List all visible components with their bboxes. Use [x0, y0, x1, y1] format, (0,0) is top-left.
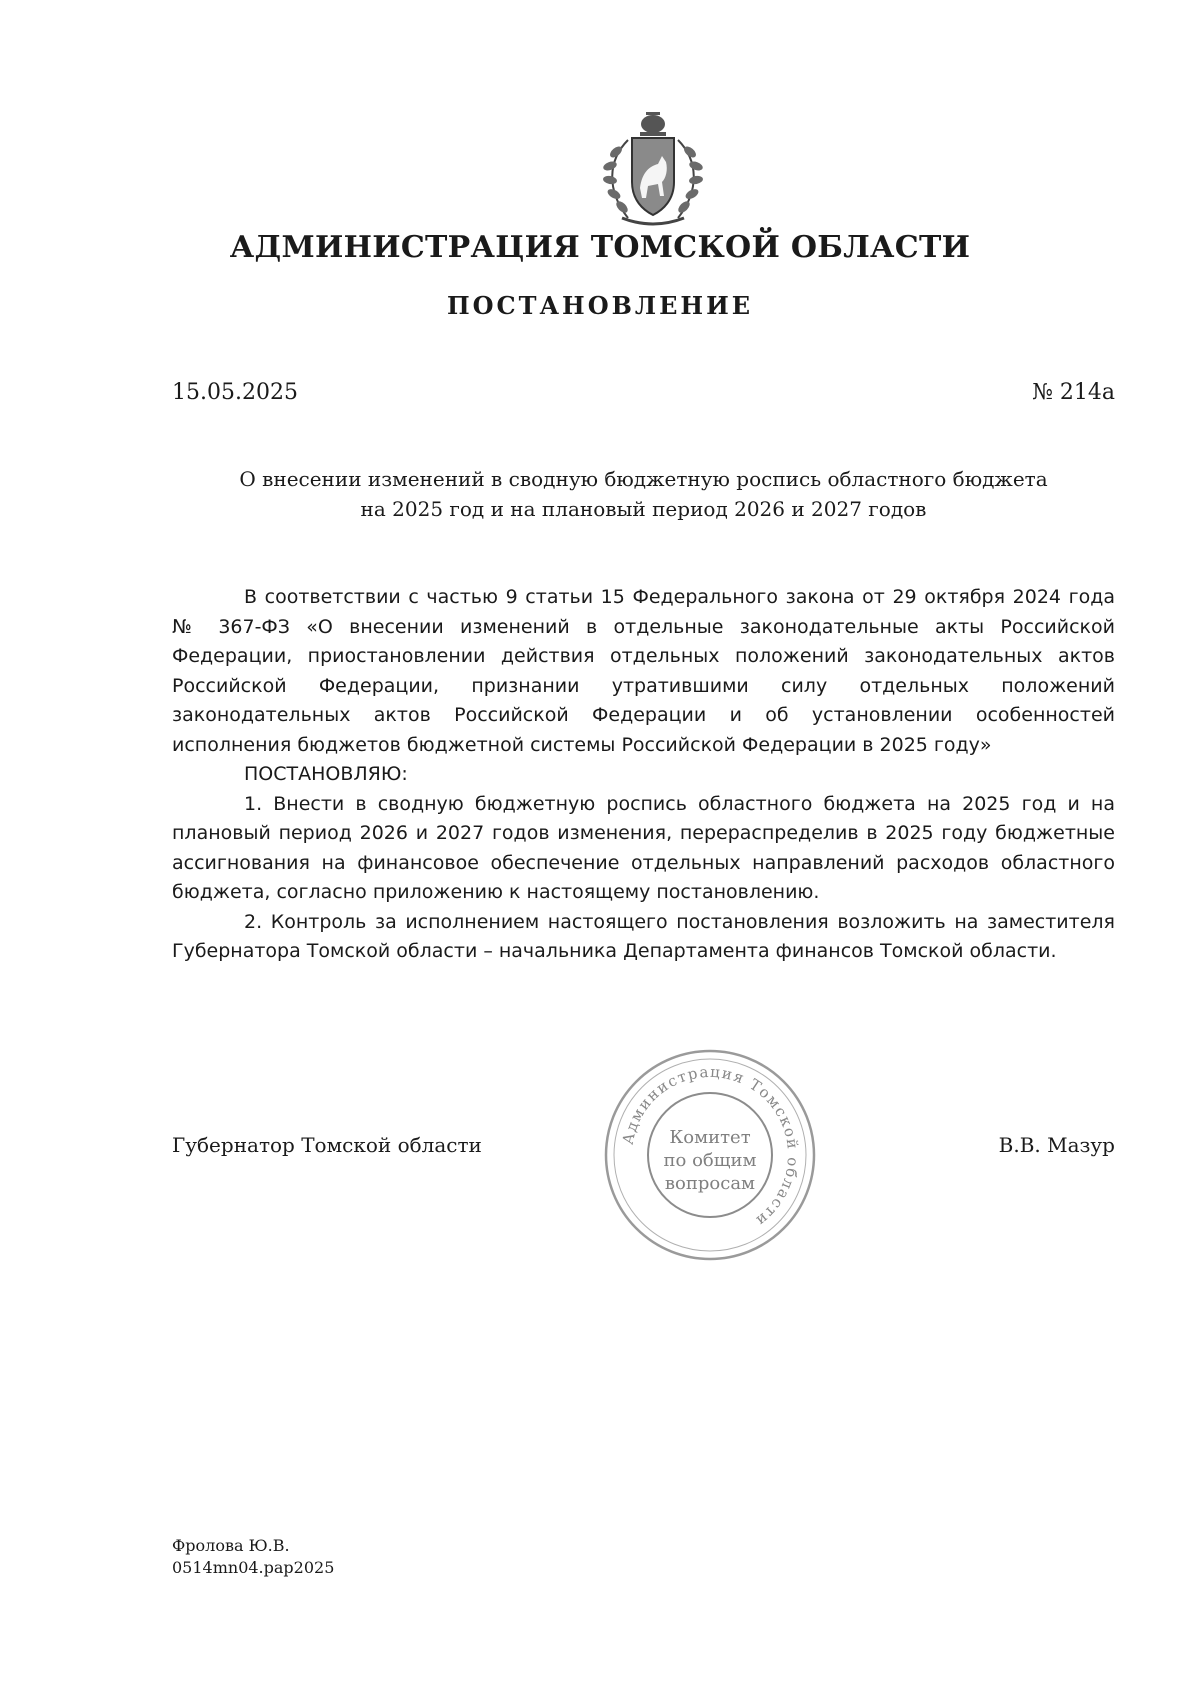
seal-center-line-2: по общим	[663, 1150, 757, 1171]
seal-center-line-3: вопросам	[664, 1173, 756, 1194]
document-date: 15.05.2025	[172, 380, 298, 405]
organization-title: АДМИНИСТРАЦИЯ ТОМСКОЙ ОБЛАСТИ	[229, 230, 971, 265]
subject-line-2: на 2025 год и на плановый период 2026 и 2027 годов	[360, 497, 927, 521]
body-item-2: 2. Контроль за исполнением настоящего постановления возложить на заместителя Губернатора Томской области – начальника Департамента финансов Томской области.	[172, 910, 1115, 962]
preamble-paragraph: В соответствии с частью 9 статьи 15 Федерального закона от 29 октября 2024 года № 367-ФЗ «О внесении изменений в отдельные законодательные акты Российской Федерации, приостановлении действия отдельных положений законодательных актов Российской Федерации, признании утратившими силу отдельных положений законодательных актов Российской Федерации и об установлении особенностей исполнения бюджетов бюджетной системы Российской Федерации в 2025 году»	[172, 586, 1115, 756]
coat-of-arms-icon	[588, 110, 718, 230]
executor-name: Фролова Ю.В.	[172, 1536, 290, 1555]
document-body	[172, 583, 1115, 967]
seal-center-line-1: Комитет	[669, 1127, 751, 1148]
document-subject	[172, 464, 1115, 524]
document-number: № 214а	[1032, 380, 1115, 405]
decree-word: ПОСТАНОВЛЯЮ:	[244, 763, 408, 785]
official-seal-icon	[600, 1045, 820, 1265]
subject-line-1: О внесении изменений в сводную бюджетную роспись областного бюджета	[239, 467, 1048, 491]
document-kind: ПОСТАНОВЛЕНИЕ	[446, 291, 754, 320]
executor-file-ref: 0514mn04.pap2025	[172, 1558, 335, 1577]
signature-post: Губернатор Томской области	[172, 1133, 482, 1157]
signature-name: В.В. Мазур	[998, 1133, 1115, 1157]
body-item-1: 1. Внести в сводную бюджетную роспись областного бюджета на 2025 год и на плановый период 2026 и 2027 годов изменения, перераспределив в 2025 году бюджетные ассигнования на финансовое обеспечение отдельных направлений расходов областного бюджета, согласно приложению к настоящему постановлению.	[172, 792, 1115, 903]
seal-ring-text: Администрация Томской области	[618, 1062, 803, 1231]
executor-block	[172, 1535, 334, 1579]
